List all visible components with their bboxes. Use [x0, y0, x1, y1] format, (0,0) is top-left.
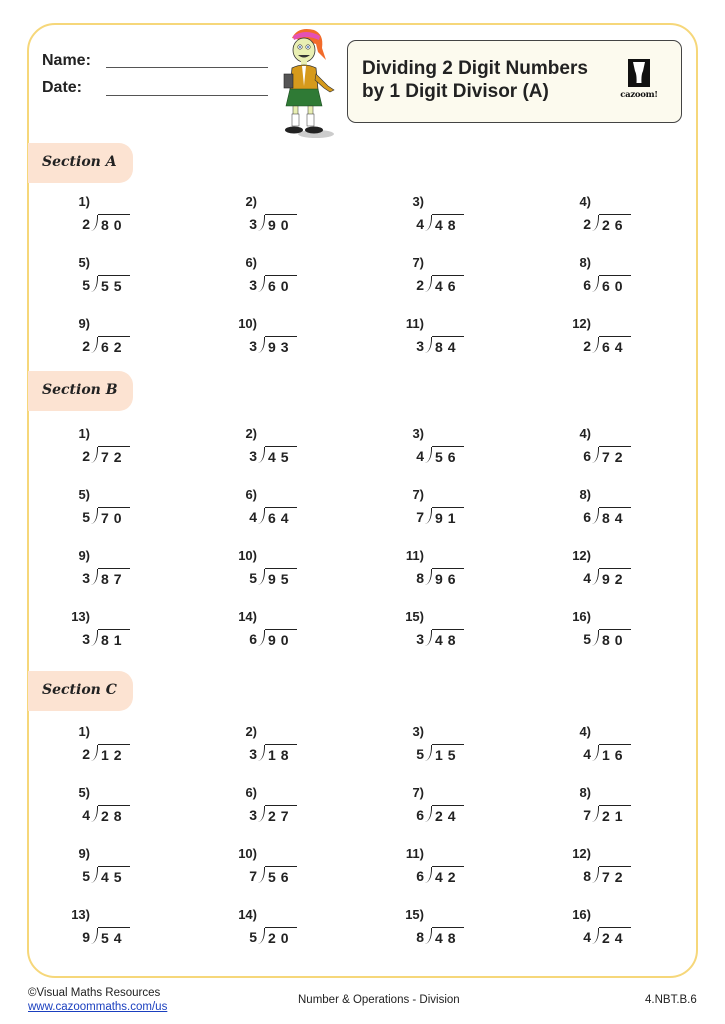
dividend: 84 — [432, 336, 464, 355]
division-problem — [227, 785, 347, 835]
division-problem — [561, 255, 681, 305]
division-bracket-icon — [91, 806, 98, 822]
title-box — [347, 40, 682, 123]
divisor: 5 — [249, 570, 257, 586]
divisor: 4 — [583, 929, 591, 945]
logo-text: cazoom! — [620, 90, 658, 100]
divisor: 3 — [82, 570, 90, 586]
division-problem — [561, 548, 681, 598]
dividend: 64 — [599, 336, 631, 355]
divisor: 6 — [416, 868, 424, 884]
division-bracket-icon — [425, 447, 432, 463]
division-bracket-icon — [592, 337, 599, 353]
dividend: 12 — [98, 744, 130, 763]
problem-number: 12) — [572, 548, 591, 563]
division-bracket-icon — [592, 276, 599, 292]
division-bracket-icon — [258, 806, 265, 822]
divisor: 2 — [82, 338, 90, 354]
problem-number: 9) — [78, 316, 90, 331]
divisor: 5 — [82, 868, 90, 884]
divisor: 4 — [82, 807, 90, 823]
division-problem — [394, 785, 514, 835]
name-label: Name: — [42, 52, 91, 69]
worksheet-title — [362, 57, 588, 103]
division-bracket-icon — [258, 276, 265, 292]
divisor: 6 — [416, 807, 424, 823]
division-bracket-icon — [592, 447, 599, 463]
dividend: 72 — [599, 446, 631, 465]
problem-number: 11) — [405, 548, 424, 563]
date-label: Date: — [42, 79, 83, 96]
division-bracket-icon — [91, 928, 98, 944]
division-problem — [60, 907, 180, 957]
division-problem — [561, 316, 681, 366]
section-b-label: Section B — [42, 382, 118, 398]
divisor: 2 — [82, 448, 90, 464]
divisor: 4 — [416, 448, 424, 464]
division-problem — [60, 846, 180, 896]
dividend: 80 — [98, 214, 130, 233]
dividend: 70 — [98, 507, 130, 526]
division-bracket-icon — [592, 745, 599, 761]
dividend: 54 — [98, 927, 130, 946]
division-bracket-icon — [425, 745, 432, 761]
division-bracket-icon — [425, 508, 432, 524]
division-problem — [60, 487, 180, 537]
division-problem — [60, 255, 180, 305]
division-bracket-icon — [425, 215, 432, 231]
dividend: 93 — [265, 336, 297, 355]
division-bracket-icon — [592, 569, 599, 585]
divisor: 3 — [249, 338, 257, 354]
divisor: 8 — [416, 570, 424, 586]
dividend: 72 — [599, 866, 631, 885]
problem-number: 4) — [579, 426, 591, 441]
division-bracket-icon — [91, 867, 98, 883]
divisor: 7 — [583, 807, 591, 823]
problem-number: 14) — [238, 907, 257, 922]
problem-number: 5) — [78, 487, 90, 502]
problem-number: 1) — [78, 194, 90, 209]
divisor: 2 — [82, 216, 90, 232]
division-bracket-icon — [91, 745, 98, 761]
dividend: 24 — [432, 805, 464, 824]
dividend: 72 — [98, 446, 130, 465]
problem-number: 10) — [238, 548, 257, 563]
problem-number: 4) — [579, 194, 591, 209]
cazoom-glass-icon — [628, 59, 650, 87]
division-problem — [227, 548, 347, 598]
section-a-label: Section A — [42, 154, 117, 170]
problem-number: 6) — [245, 487, 257, 502]
divisor: 2 — [416, 277, 424, 293]
division-problem — [394, 907, 514, 957]
problem-number: 5) — [78, 255, 90, 270]
division-problem — [60, 548, 180, 598]
dividend: 48 — [432, 927, 464, 946]
division-problem — [394, 724, 514, 774]
division-bracket-icon — [258, 508, 265, 524]
girl-mascot-icon — [278, 26, 340, 140]
division-bracket-icon — [258, 630, 265, 646]
division-problem — [227, 609, 347, 659]
problem-number: 6) — [245, 255, 257, 270]
division-problem — [60, 785, 180, 835]
division-problem — [227, 316, 347, 366]
dividend: 91 — [432, 507, 464, 526]
section-c-tab — [28, 671, 133, 711]
division-bracket-icon — [592, 215, 599, 231]
dividend: 28 — [98, 805, 130, 824]
divisor: 5 — [82, 509, 90, 525]
divisor: 4 — [583, 746, 591, 762]
division-problem — [561, 724, 681, 774]
problem-number: 15) — [405, 907, 424, 922]
dividend: 96 — [432, 568, 464, 587]
dividend: 27 — [265, 805, 297, 824]
dividend: 60 — [599, 275, 631, 294]
division-problem — [394, 426, 514, 476]
dividend: 15 — [432, 744, 464, 763]
division-bracket-icon — [425, 630, 432, 646]
problem-number: 11) — [405, 316, 424, 331]
dividend: 90 — [265, 629, 297, 648]
division-bracket-icon — [91, 508, 98, 524]
division-problem — [394, 487, 514, 537]
division-bracket-icon — [425, 337, 432, 353]
problem-number: 5) — [78, 785, 90, 800]
problem-number: 3) — [412, 194, 424, 209]
dividend: 46 — [432, 275, 464, 294]
divisor: 3 — [249, 746, 257, 762]
division-bracket-icon — [91, 276, 98, 292]
divisor: 4 — [249, 509, 257, 525]
divisor: 3 — [249, 277, 257, 293]
problem-number: 16) — [572, 609, 591, 624]
divisor: 7 — [249, 868, 257, 884]
division-problem — [60, 316, 180, 366]
division-bracket-icon — [592, 867, 599, 883]
problem-number: 15) — [405, 609, 424, 624]
divisor: 5 — [583, 631, 591, 647]
division-bracket-icon — [258, 745, 265, 761]
problem-number: 12) — [572, 846, 591, 861]
problem-number: 8) — [579, 785, 591, 800]
dividend: 18 — [265, 744, 297, 763]
divisor: 5 — [249, 929, 257, 945]
dividend: 64 — [265, 507, 297, 526]
dividend: 62 — [98, 336, 130, 355]
division-bracket-icon — [425, 867, 432, 883]
problem-number: 7) — [412, 255, 424, 270]
problem-number: 9) — [78, 846, 90, 861]
problem-number: 7) — [412, 487, 424, 502]
division-problem — [561, 846, 681, 896]
divisor: 5 — [82, 277, 90, 293]
divisor: 3 — [249, 448, 257, 464]
problem-number: 11) — [405, 846, 424, 861]
title-line-2: by 1 Digit Divisor (A) — [362, 81, 549, 102]
divisor: 6 — [583, 509, 591, 525]
division-problem — [60, 609, 180, 659]
dividend: 87 — [98, 568, 130, 587]
divisor: 4 — [583, 570, 591, 586]
problem-number: 10) — [238, 316, 257, 331]
problem-number: 1) — [78, 426, 90, 441]
dividend: 56 — [432, 446, 464, 465]
division-bracket-icon — [258, 337, 265, 353]
problem-number: 3) — [412, 724, 424, 739]
division-problem — [561, 907, 681, 957]
division-bracket-icon — [258, 447, 265, 463]
divisor: 7 — [416, 509, 424, 525]
problem-number: 1) — [78, 724, 90, 739]
division-bracket-icon — [258, 215, 265, 231]
division-bracket-icon — [258, 928, 265, 944]
division-problem — [394, 846, 514, 896]
divisor: 2 — [583, 338, 591, 354]
divisor: 3 — [416, 631, 424, 647]
problem-number: 10) — [238, 846, 257, 861]
name-field[interactable] — [106, 67, 268, 68]
division-problem — [561, 785, 681, 835]
problem-number: 8) — [579, 255, 591, 270]
problem-number: 13) — [71, 907, 90, 922]
division-bracket-icon — [592, 630, 599, 646]
division-bracket-icon — [425, 569, 432, 585]
problem-number: 3) — [412, 426, 424, 441]
dividend: 42 — [432, 866, 464, 885]
division-bracket-icon — [592, 508, 599, 524]
divisor: 8 — [583, 868, 591, 884]
division-bracket-icon — [258, 867, 265, 883]
dividend: 95 — [265, 568, 297, 587]
division-problem — [561, 609, 681, 659]
problem-number: 7) — [412, 785, 424, 800]
division-bracket-icon — [592, 806, 599, 822]
footer-standard: 4.NBT.B.6 — [645, 994, 697, 1006]
problem-number: 2) — [245, 426, 257, 441]
dividend: 16 — [599, 744, 631, 763]
division-bracket-icon — [592, 928, 599, 944]
dividend: 48 — [432, 629, 464, 648]
section-a-tab — [28, 143, 133, 183]
problem-number: 2) — [245, 724, 257, 739]
division-problem — [561, 426, 681, 476]
divisor: 8 — [416, 929, 424, 945]
dividend: 48 — [432, 214, 464, 233]
division-problem — [394, 548, 514, 598]
dividend: 21 — [599, 805, 631, 824]
dividend: 81 — [98, 629, 130, 648]
division-problem — [227, 194, 347, 244]
division-problem — [394, 609, 514, 659]
dividend: 84 — [599, 507, 631, 526]
division-problem — [227, 907, 347, 957]
dividend: 26 — [599, 214, 631, 233]
problem-number: 8) — [579, 487, 591, 502]
division-problem — [561, 194, 681, 244]
division-bracket-icon — [91, 569, 98, 585]
date-field[interactable] — [106, 95, 268, 96]
division-problem — [227, 487, 347, 537]
dividend: 24 — [599, 927, 631, 946]
footer-credits — [28, 986, 167, 1014]
title-line-1: Dividing 2 Digit Numbers — [362, 58, 588, 79]
divisor: 6 — [583, 277, 591, 293]
dividend: 60 — [265, 275, 297, 294]
divisor: 5 — [416, 746, 424, 762]
section-b-tab — [28, 371, 133, 411]
division-problem — [227, 846, 347, 896]
dividend: 92 — [599, 568, 631, 587]
division-problem — [561, 487, 681, 537]
division-bracket-icon — [258, 569, 265, 585]
website-link[interactable]: www.cazoommaths.com/us — [28, 1001, 168, 1013]
division-bracket-icon — [91, 447, 98, 463]
dividend: 56 — [265, 866, 297, 885]
divisor: 2 — [82, 746, 90, 762]
problem-number: 13) — [71, 609, 90, 624]
dividend: 90 — [265, 214, 297, 233]
divisor: 9 — [82, 929, 90, 945]
division-bracket-icon — [425, 928, 432, 944]
division-problem — [227, 426, 347, 476]
division-problem — [394, 255, 514, 305]
divisor: 3 — [82, 631, 90, 647]
footer-topic: Number & Operations - Division — [298, 994, 460, 1006]
division-problem — [227, 724, 347, 774]
division-bracket-icon — [425, 806, 432, 822]
division-bracket-icon — [91, 215, 98, 231]
division-problem — [394, 316, 514, 366]
divisor: 2 — [583, 216, 591, 232]
divisor: 4 — [416, 216, 424, 232]
divisor: 3 — [249, 216, 257, 232]
section-c-label: Section C — [42, 682, 117, 698]
divisor: 3 — [416, 338, 424, 354]
problem-number: 12) — [572, 316, 591, 331]
division-problem — [60, 194, 180, 244]
division-problem — [60, 426, 180, 476]
division-bracket-icon — [91, 337, 98, 353]
divisor: 6 — [583, 448, 591, 464]
dividend: 55 — [98, 275, 130, 294]
cazoom-logo — [617, 59, 661, 105]
problem-number: 2) — [245, 194, 257, 209]
divisor: 3 — [249, 807, 257, 823]
dividend: 80 — [599, 629, 631, 648]
dividend: 45 — [98, 866, 130, 885]
problem-number: 6) — [245, 785, 257, 800]
division-problem — [394, 194, 514, 244]
problem-number: 16) — [572, 907, 591, 922]
division-problem — [227, 255, 347, 305]
divisor: 6 — [249, 631, 257, 647]
problem-number: 9) — [78, 548, 90, 563]
problem-number: 4) — [579, 724, 591, 739]
division-bracket-icon — [425, 276, 432, 292]
problem-number: 14) — [238, 609, 257, 624]
dividend: 45 — [265, 446, 297, 465]
copyright-text: ©Visual Maths Resources — [28, 987, 161, 999]
division-problem — [60, 724, 180, 774]
division-bracket-icon — [91, 630, 98, 646]
dividend: 20 — [265, 927, 297, 946]
